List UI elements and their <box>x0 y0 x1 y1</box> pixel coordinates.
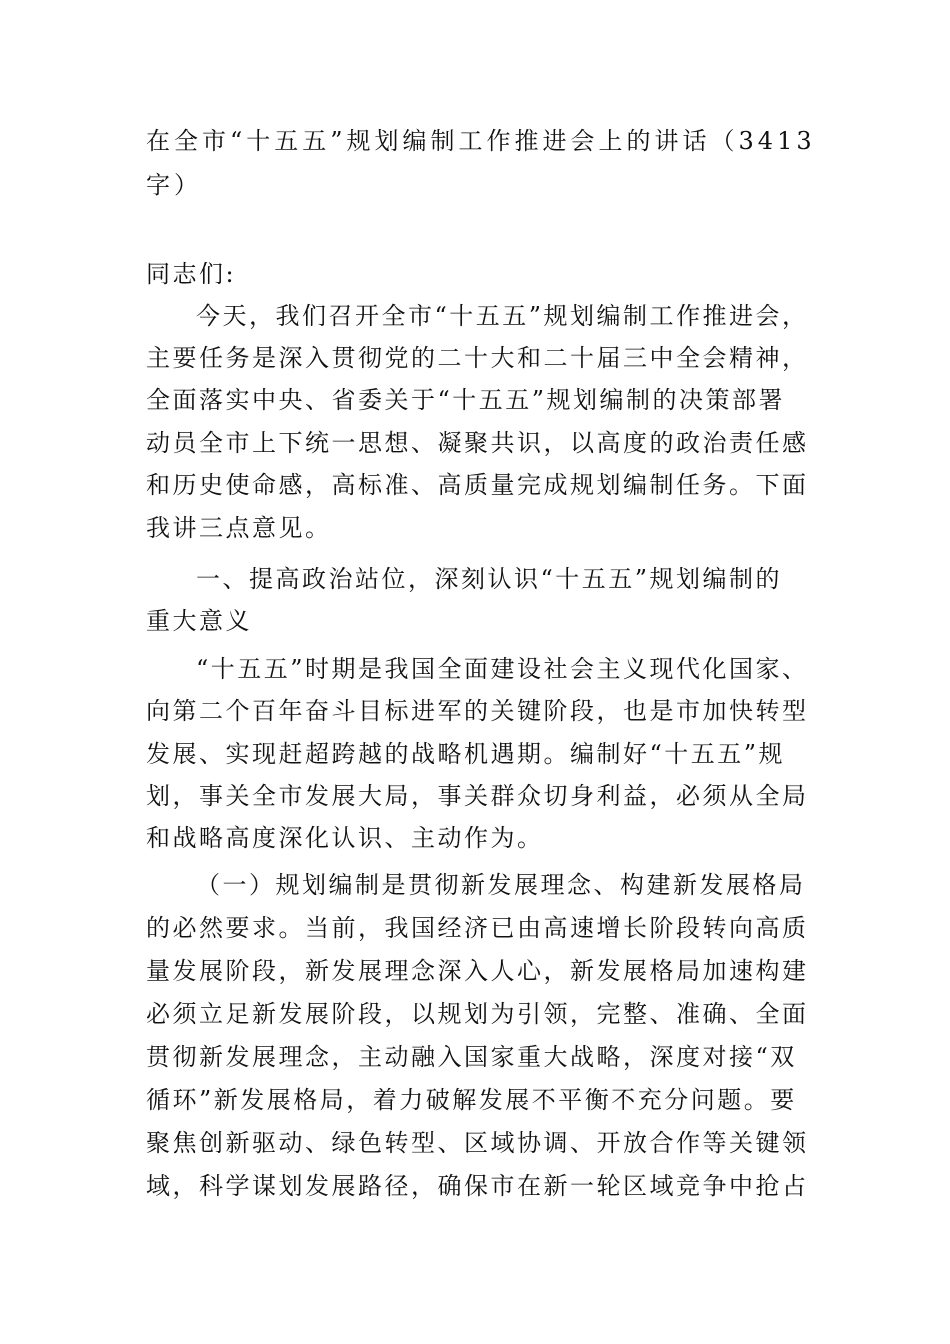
document-title-line-1: 在全市“十五五”规划编制工作推进会上的讲话（3413 <box>146 127 816 155</box>
text-line: 和历史使命感，高标准、高质量完成规划编制任务。下面 <box>146 471 809 499</box>
text-line: 一、提高政治站位，深刻认识“十五五”规划编制的 <box>196 565 783 593</box>
text-line: 贯彻新发展理念，主动融入国家重大战略，深度对接“双 <box>146 1043 797 1071</box>
text-line: 今天，我们召开全市“十五五”规划编制工作推进会， <box>196 302 809 330</box>
text-line: 发展、实现赶超跨越的战略机遇期。编制好“十五五”规 <box>146 740 786 768</box>
text-line: 和战略高度深化认识、主动作为。 <box>146 824 544 852</box>
text-line: 我讲三点意见。 <box>146 514 332 542</box>
text-line: 全面落实中央、省委关于“十五五”规划编制的决策部署 <box>146 386 786 414</box>
text-line: 重大意义 <box>146 607 252 635</box>
text-line: 量发展阶段，新发展理念深入人心，新发展格局加速构建 <box>146 957 809 985</box>
text-line: 主要任务是深入贯彻党的二十大和二十届三中全会精神， <box>146 344 809 372</box>
text-line: 域，科学谋划发展路径，确保市在新一轮区域竞争中抢占 <box>146 1172 809 1200</box>
text-line: 的必然要求。当前，我国经济已由高速增长阶段转向高质 <box>146 914 809 942</box>
text-line: 聚焦创新驱动、绿色转型、区域协调、开放合作等关键领 <box>146 1129 809 1157</box>
text-line: 循环”新发展格局，着力破解发展不平衡不充分问题。要 <box>146 1086 797 1114</box>
text-line: 向第二个百年奋斗目标进军的关键阶段，也是市加快转型 <box>146 697 809 725</box>
text-line: 动员全市上下统一思想、凝聚共识，以高度的政治责任感 <box>146 429 809 457</box>
text-line: 划，事关全市发展大局，事关群众切身利益，必须从全局 <box>146 782 809 810</box>
document-title-line-2: 字） <box>146 171 202 199</box>
text-line: “十五五”时期是我国全面建设社会主义现代化国家、 <box>196 655 809 683</box>
salutation: 同志们: <box>146 260 237 288</box>
text-line: 必须立足新发展阶段，以规划为引领，完整、准确、全面 <box>146 1000 809 1028</box>
text-line: （一）规划编制是贯彻新发展理念、构建新发展格局 <box>196 871 806 899</box>
